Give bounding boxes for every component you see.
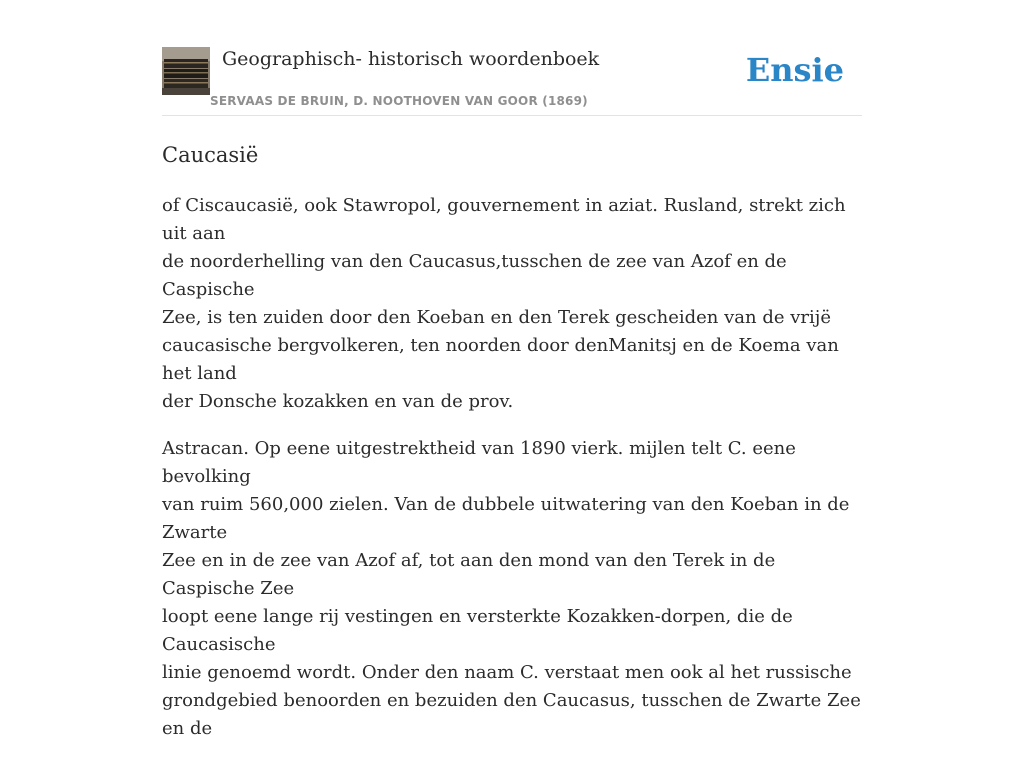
brand-logo[interactable]: Ensie	[745, 51, 844, 89]
entry-title: Caucasië	[162, 143, 259, 167]
book-title[interactable]: Geographisch- historisch woordenboek	[222, 48, 600, 70]
entry-paragraph: Astracan. Op eene uitgestrektheid van 1890 vierk. mijlen telt C. eene bevolking van ruim 560,000 zielen. Van de dubbele uitwatering van den Koeban in de Zwarte Zee en in de zee van Azof af, tot aan den mond van den Terek in de Caspische Zee loopt eene lange rij vestingen en versterkte Kozakken-dorpen, die de Caucasische linie genoemd wordt. Onder den naam C. verstaat men ook al het russische grondgebied benoorden en bezuiden den Caucasus, tusschen de Zwarte Zee en de	[162, 438, 861, 739]
entry-content	[162, 192, 862, 762]
book-avatar[interactable]	[162, 47, 210, 95]
book-author: SERVAAS DE BRUIN, D. NOOTHOVEN VAN GOOR (1869)	[210, 94, 588, 108]
book-spines-icon	[162, 47, 210, 95]
book-header	[162, 46, 862, 116]
entry-paragraph: of Ciscaucasië, ook Stawropol, gouvernement in aziat. Rusland, strekt zich uit aan de noorderhelling van den Caucasus,tusschen de zee van Azof en de Caspische Zee, is ten zuiden door den Koeban en den Terek gescheiden van de vrijë caucasische bergvolkeren, ten noorden door denManitsj en de Koema van het land der Donsche kozakken en van de prov.	[162, 195, 846, 412]
